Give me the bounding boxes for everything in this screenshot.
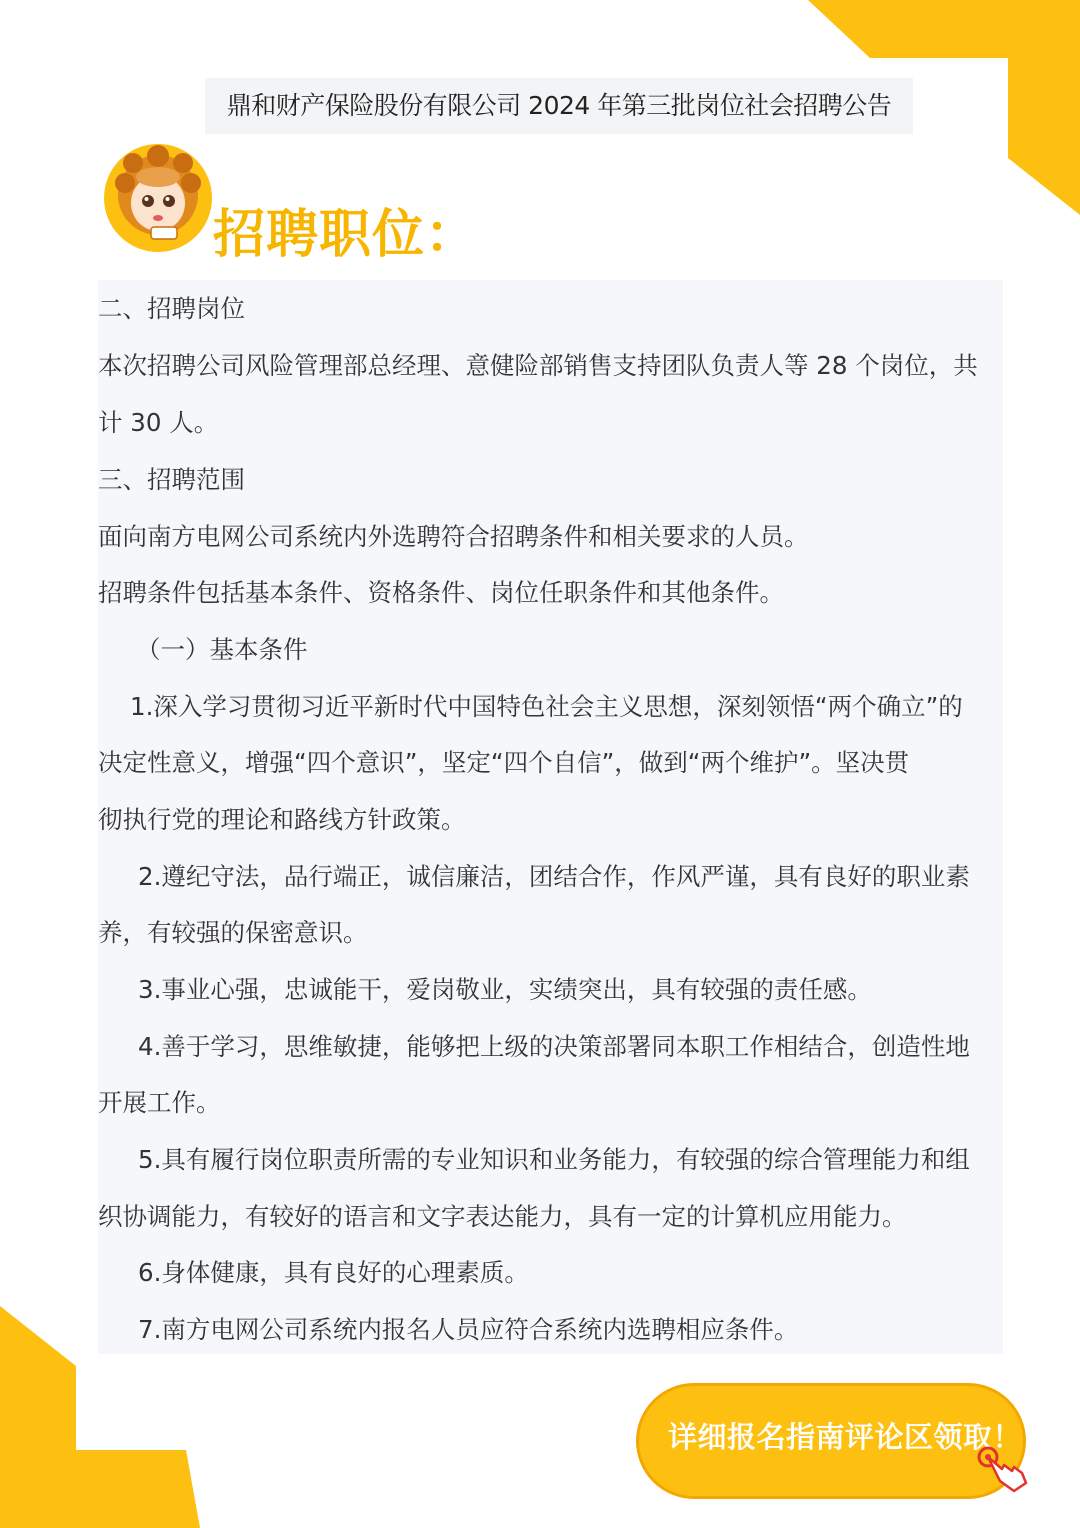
lion-mascot-icon	[103, 143, 213, 253]
list-item-line: 4.善于学习，思维敏捷，能够把上级的决策部署同本职工作相结合，创造性地	[138, 1032, 970, 1061]
cta-label: 详细报名指南评论区领取！	[668, 1420, 1023, 1454]
paragraph-line: 计 30 人。	[98, 408, 219, 437]
list-item-line: 6.身体健康，具有良好的心理素质。	[138, 1258, 529, 1287]
list-item-line: 3.事业心强，忠诚能干，爱岗敬业，实绩突出，具有较强的责任感。	[138, 975, 872, 1004]
list-item-line: 5.具有履行岗位职责所需的专业知识和业务能力，有较强的综合管理能力和组	[138, 1145, 970, 1174]
list-item-line: 7.南方电网公司系统内报名人员应符合系统内选聘相应条件。	[138, 1315, 799, 1344]
heading-recruitment-scope: 三、招聘范围	[98, 465, 245, 494]
content-panel	[98, 280, 1003, 1354]
section-heading: 招聘职位：	[213, 205, 479, 265]
list-item-line: 开展工作。	[98, 1088, 221, 1117]
registration-guide-button[interactable]	[636, 1383, 1032, 1503]
list-item-line: 1.深入学习贯彻习近平新时代中国特色社会主义思想，深刻领悟“两个确立”的	[130, 692, 963, 721]
heading-basic-conditions: （一）基本条件	[136, 635, 308, 664]
paragraph-line: 面向南方电网公司系统内外选聘符合招聘条件和相关要求的人员。	[98, 522, 809, 551]
list-item-line: 养，有较强的保密意识。	[98, 918, 368, 947]
page-title: 鼎和财产保险股份有限公司 2024 年第三批岗位社会招聘公告	[205, 78, 913, 134]
list-item-line: 决定性意义，增强“四个意识”，坚定“四个自信”，做到“两个维护”。坚决贯	[98, 748, 910, 777]
list-item-line: 2.遵纪守法，品行端正，诚信廉洁，团结合作，作风严谨，具有良好的职业素	[138, 862, 970, 891]
pointing-hand-icon	[974, 1443, 1034, 1493]
list-item-line: 织协调能力，有较好的语言和文字表达能力，具有一定的计算机应用能力。	[98, 1202, 907, 1231]
heading-recruitment-positions: 二、招聘岗位	[98, 294, 245, 323]
list-item-line: 彻执行党的理论和路线方针政策。	[98, 805, 466, 834]
paragraph-line: 招聘条件包括基本条件、资格条件、岗位任职条件和其他条件。	[98, 578, 784, 607]
paragraph-line: 本次招聘公司风险管理部总经理、意健险部销售支持团队负责人等 28 个岗位，共	[98, 351, 978, 380]
